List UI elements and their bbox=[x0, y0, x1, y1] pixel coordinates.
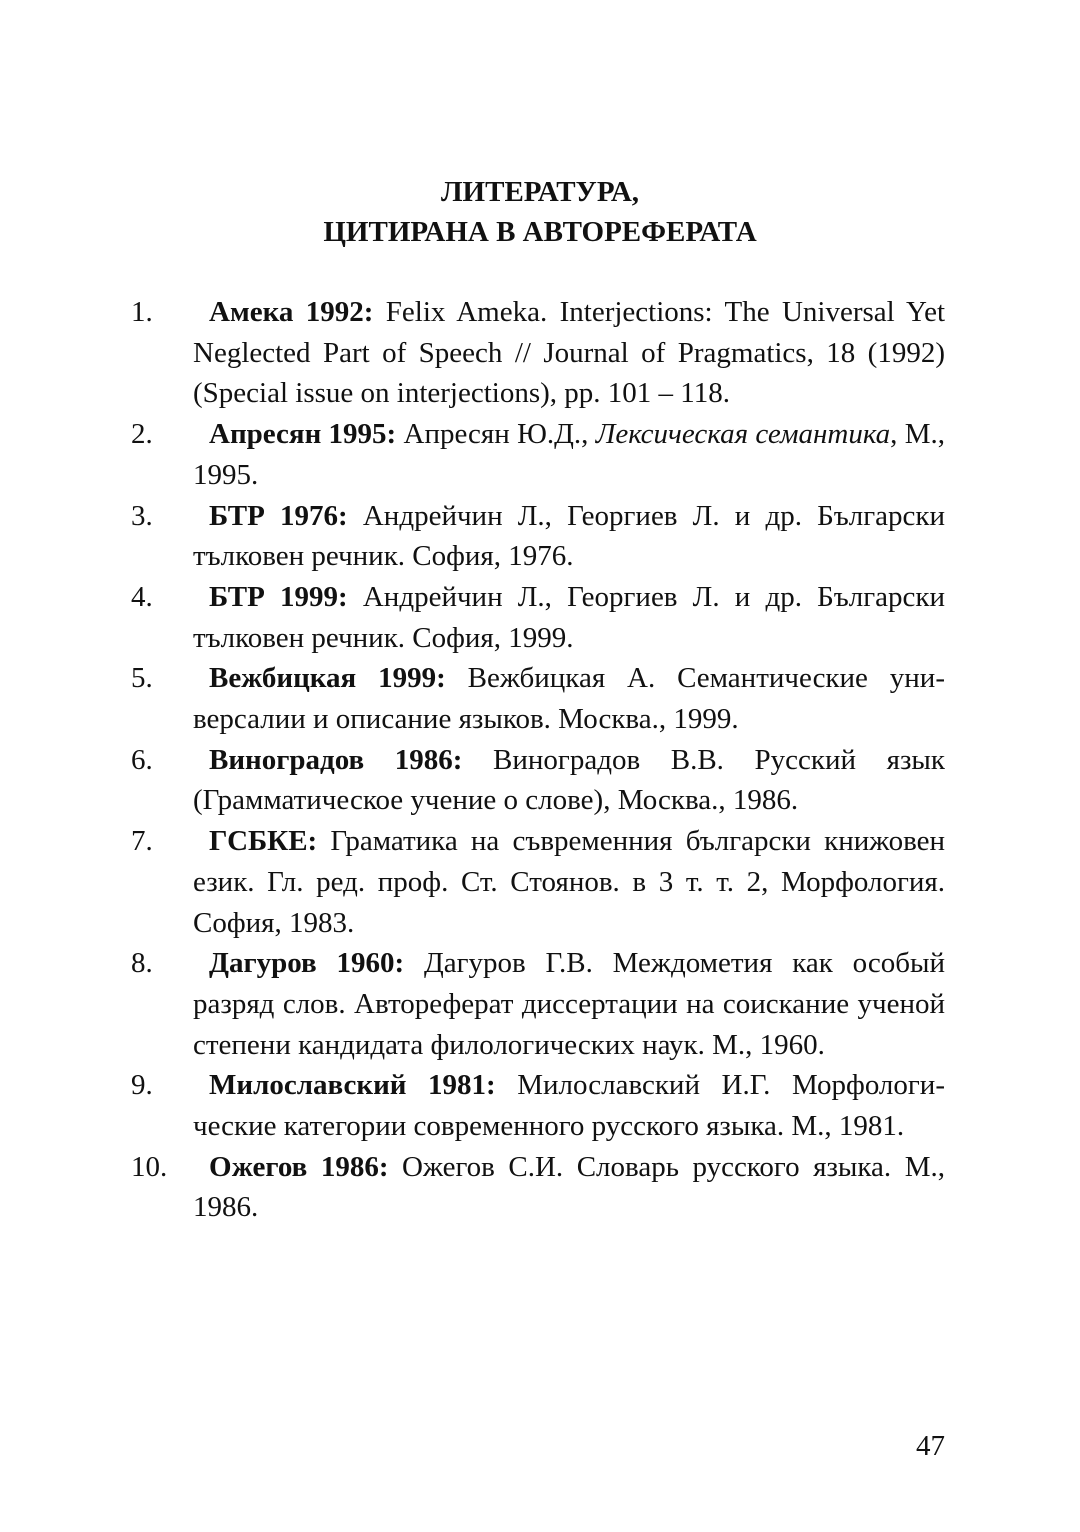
reference-list bbox=[131, 292, 945, 1228]
reference-number: 7. bbox=[131, 825, 153, 858]
page-title-line-1: ЛИТЕРАТУРА, bbox=[440, 176, 640, 208]
reference-number: 8. bbox=[131, 947, 153, 980]
reference-text: Felix Ameka. Interjections: The Universal Yet Neglected Part of Speech // Journal of Pragmatics, 18 (1992) (Special issue on interjections), pp. 101 – 118. bbox=[193, 296, 945, 410]
reference-item bbox=[131, 577, 945, 658]
reference-key: Апресян 1995: bbox=[209, 418, 397, 451]
reference-item bbox=[131, 496, 945, 577]
reference-text: Андрейчин Л., Георгиев Л. и др. Български тълковен речник. София, 1976. bbox=[193, 499, 945, 573]
reference-key: Милославский 1981: bbox=[209, 1069, 496, 1102]
reference-item bbox=[131, 292, 945, 414]
reference-text: Андрейчин Л., Георгиев Л. и др. Български тълковен речник. София, 1999. bbox=[193, 580, 945, 654]
reference-item bbox=[131, 1147, 945, 1228]
reference-item bbox=[131, 414, 945, 495]
reference-key: Амека 1992: bbox=[209, 296, 374, 328]
reference-key: БТР 1999: bbox=[209, 580, 348, 613]
reference-number: 3. bbox=[131, 499, 153, 532]
reference-key: Виноградов 1986: bbox=[209, 743, 463, 776]
reference-number: 2. bbox=[131, 418, 153, 451]
reference-key: БТР 1976: bbox=[209, 499, 348, 532]
reference-number: 4. bbox=[131, 580, 153, 613]
reference-key: ГСБКЕ: bbox=[209, 825, 318, 858]
reference-key: Ожегов 1986: bbox=[209, 1150, 389, 1183]
reference-text: Дагуров Г.В. Междометия как особый разряд слов. Автореферат диссертации на соискание ученой степени кандидата филологических наук. М., 1960. bbox=[193, 947, 945, 1061]
reference-number: 5. bbox=[131, 662, 153, 695]
reference-item bbox=[131, 740, 945, 821]
reference-item bbox=[131, 821, 945, 943]
reference-number: 6. bbox=[131, 743, 153, 776]
reference-item bbox=[131, 943, 945, 1065]
reference-text: Вежбицкая А. Семантические универсалии и описание языков. Москва., 1999. bbox=[193, 662, 945, 736]
reference-number: 10. bbox=[131, 1150, 168, 1183]
reference-text: Ожегов С.И. Словарь русского языка. М., 1986. bbox=[193, 1150, 945, 1224]
reference-number: 1. bbox=[131, 296, 153, 328]
reference-key: Вежбицкая 1999: bbox=[209, 662, 446, 695]
reference-number: 9. bbox=[131, 1069, 153, 1102]
reference-item bbox=[131, 658, 945, 739]
reference-text: Граматика на съвременния български книжовен език. Гл. ред. проф. Ст. Стоянов. в 3 т. т. 2, Морфология. София, 1983. bbox=[193, 825, 945, 939]
reference-key: Дагуров 1960: bbox=[209, 947, 405, 980]
reference-text: Виноградов В.В. Русский язык (Грамматическое учение о слове), Москва., 1986. bbox=[193, 743, 945, 817]
page-number: 47 bbox=[916, 1430, 945, 1462]
reference-text: Милославский И.Г. Морфологические категории современного русского языка. М., 1981. bbox=[193, 1069, 945, 1143]
page-title-line-2: ЦИТИРАНА В АВТОРЕФЕРАТА bbox=[323, 216, 757, 248]
reference-item bbox=[131, 1065, 945, 1146]
reference-text-tail: , М., 1995. bbox=[193, 418, 945, 491]
reference-title-italic: Лексическая семантика bbox=[595, 418, 891, 451]
reference-text: Апресян Ю.Д., bbox=[396, 418, 596, 451]
